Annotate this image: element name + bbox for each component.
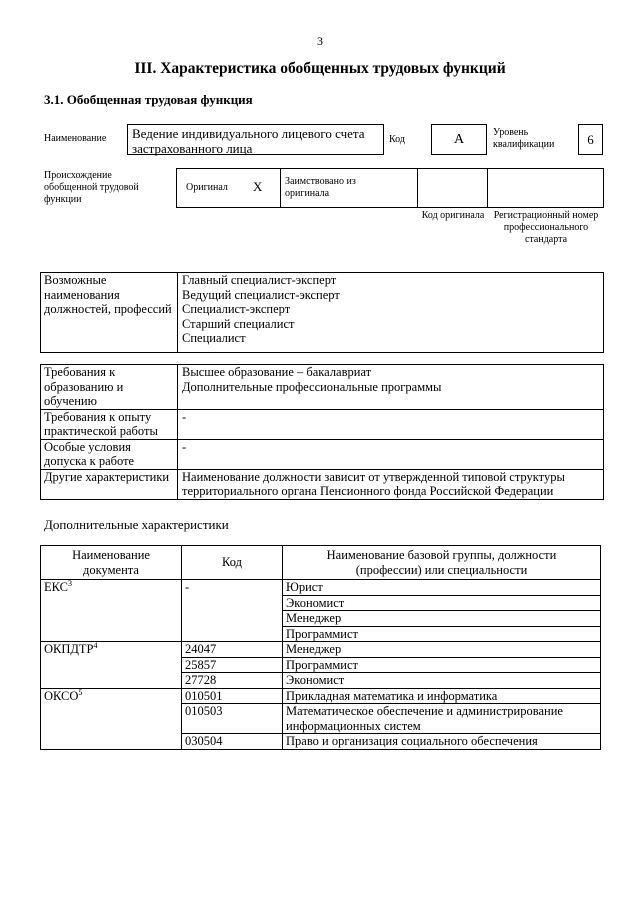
code-cell: 010503 [182, 704, 283, 734]
requirement-label: Требования к образованию и обучению [41, 365, 178, 410]
level-value: 6 [587, 132, 594, 147]
doc-name: ОКПДТР [44, 642, 94, 656]
requirements-table [40, 364, 604, 500]
name-cell: Прикладная математика и информатика [283, 688, 601, 704]
position-item: Старший специалист [182, 316, 295, 331]
name-cell: Программист [283, 657, 601, 673]
name-cell: Математическое обеспечение и администрирование информационных систем [283, 704, 601, 734]
doc-footnote: 5 [78, 687, 83, 697]
table-row [41, 580, 601, 596]
doc-cell [41, 580, 182, 642]
origin-divider-1 [280, 169, 281, 207]
name-cell: Менеджер [283, 642, 601, 658]
origin-divider-3 [487, 169, 488, 207]
doc-cell [41, 642, 182, 689]
level-value-box [578, 124, 603, 155]
additional-title: Дополнительные характеристики [44, 517, 229, 532]
col-name-header: Наименование базовой группы, должности (профессии) или специальности [283, 546, 601, 580]
table-row [41, 642, 601, 658]
additional-table [40, 545, 601, 750]
function-name-box [127, 124, 384, 155]
code-cell: 27728 [182, 673, 283, 689]
positions-label: Возможные наименования должностей, профессий [41, 273, 178, 353]
code-label: Код [389, 134, 405, 145]
position-item: Специалист [182, 331, 246, 345]
requirement-value: - [178, 439, 604, 469]
origin-box [176, 168, 604, 208]
doc-footnote: 4 [93, 640, 98, 650]
code-cell: 24047 [182, 642, 283, 658]
requirement-label: Особые условия допуска к работе [41, 439, 178, 469]
name-cell: Право и организация социального обеспечения [283, 734, 601, 750]
name-cell: Программист [283, 626, 601, 642]
table-row [41, 688, 601, 704]
requirement-value: Наименование должности зависит от утвержденной типовой структуры территориального органа Пенсионного фонда Российской Федерации [178, 469, 604, 499]
positions-table [40, 272, 604, 353]
requirement-label: Другие характеристики [41, 469, 178, 499]
additional-header-row [41, 546, 601, 580]
code-cell: - [182, 580, 283, 642]
position-item: Специалист-эксперт [182, 302, 291, 316]
doc-name: ОКСО [44, 688, 79, 703]
requirement-value: Высшее образование – бакалавриат Дополнительные профессиональные программы [178, 365, 604, 410]
requirement-value: - [178, 409, 604, 439]
doc-name: ЕКС [44, 580, 68, 594]
name-label: Наименование [44, 133, 107, 144]
name-cell: Менеджер [283, 611, 601, 627]
name-cell: Экономист [283, 673, 601, 689]
position-item: Главный специалист-эксперт [182, 273, 337, 287]
origin-divider-2 [417, 169, 418, 207]
code-cell: 25857 [182, 657, 283, 673]
subsection-title: 3.1. Обобщенная трудовая функция [44, 92, 253, 107]
name-cell: Экономист [283, 595, 601, 611]
requirement-row [41, 409, 604, 439]
section-title: III. Характеристика обобщенных трудовых функций [134, 60, 506, 77]
col-code-header: Код [182, 546, 283, 580]
code-cell: 030504 [182, 734, 283, 750]
original-label: Оригинал [186, 182, 228, 193]
page-number: 3 [317, 34, 323, 48]
position-item: Ведущий специалист-эксперт [182, 287, 340, 302]
positions-row [41, 273, 604, 353]
code-value-box [431, 124, 487, 155]
reg-number-caption: Регистрационный номер профессионального стандарта [493, 210, 599, 245]
positions-list [178, 273, 604, 353]
function-name-value: Ведение индивидуального лицевого счета застрахованного лица [132, 126, 365, 156]
requirement-row [41, 365, 604, 410]
name-cell: Юрист [283, 580, 601, 596]
col-doc-header: Наименование документа [41, 546, 182, 580]
requirement-row [41, 439, 604, 469]
requirement-label: Требования к опыту практической работы [41, 409, 178, 439]
origin-label: Происхождение обобщенной трудовой функции [44, 170, 139, 205]
borrowed-label: Заимствовано из оригинала [285, 176, 356, 199]
code-cell: 010501 [182, 688, 283, 704]
requirement-row [41, 469, 604, 499]
doc-footnote: 3 [68, 578, 72, 588]
original-mark: Х [253, 179, 263, 194]
doc-cell [41, 688, 182, 749]
code-original-caption: Код оригинала [421, 210, 485, 221]
level-label: Уровень квалификации [493, 127, 555, 150]
code-value: А [453, 132, 465, 147]
